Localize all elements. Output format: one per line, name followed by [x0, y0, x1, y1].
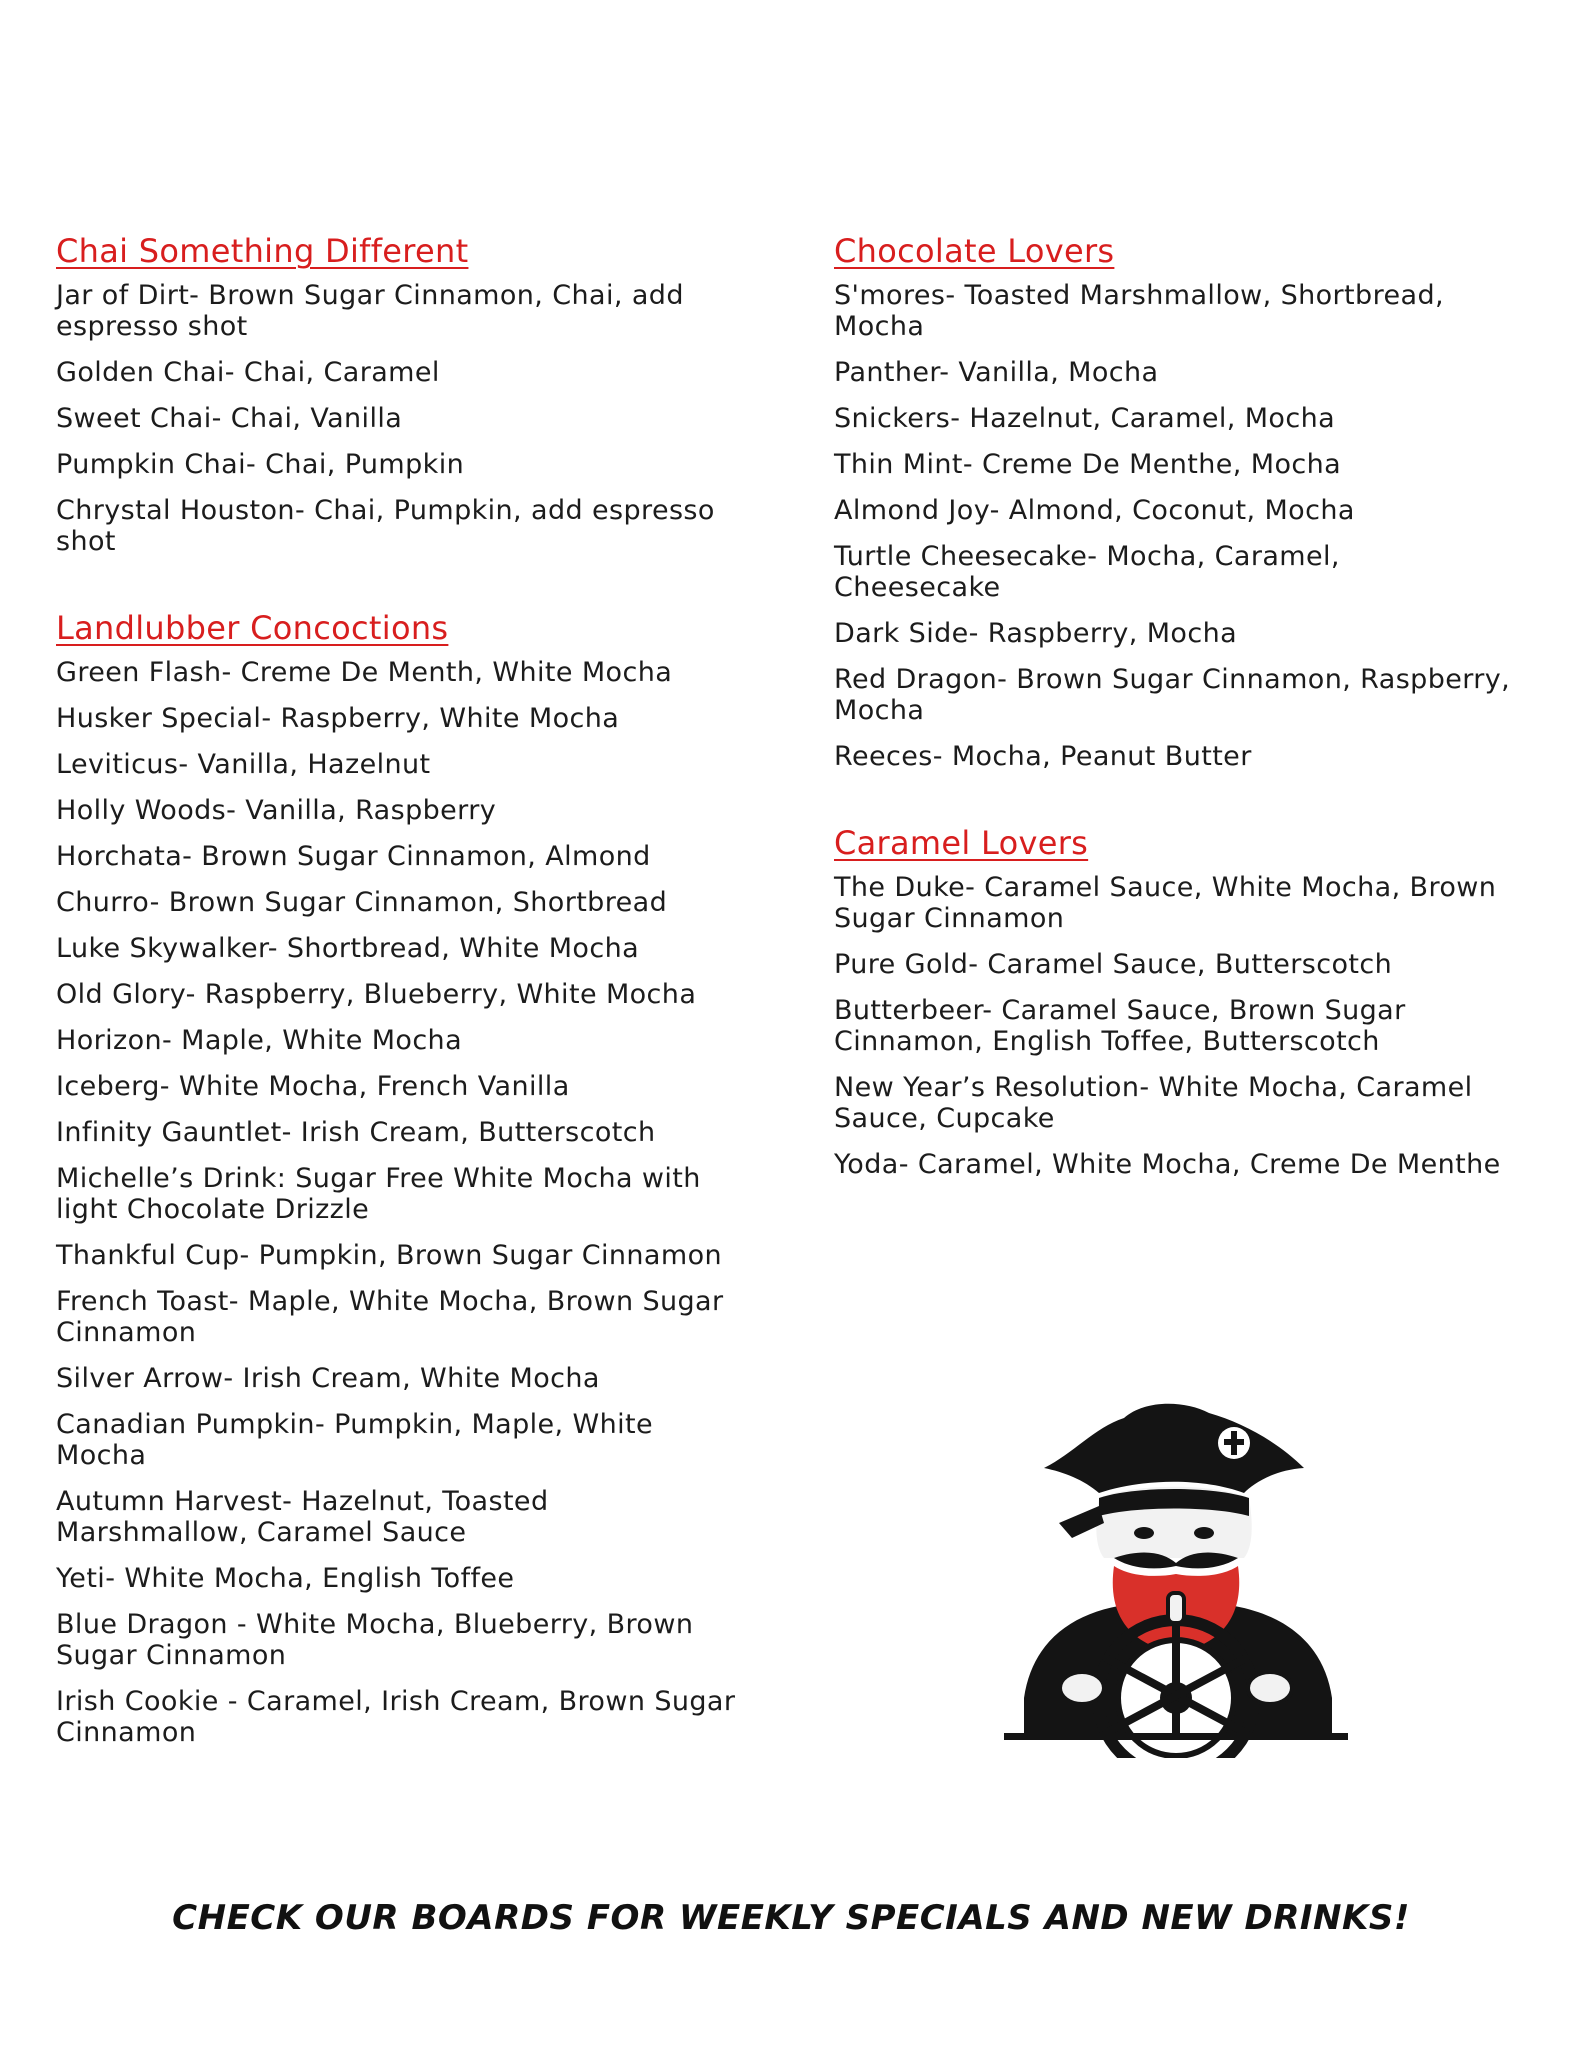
menu-item: Snickers- Hazelnut, Caramel, Mocha [834, 403, 1336, 434]
menu-item: Red Dragon- Brown Sugar Cinnamon, Raspberry, Mocha [834, 664, 1511, 726]
menu-item: Husker Special- Raspberry, White Mocha [56, 703, 620, 734]
right-column [834, 232, 1514, 1232]
menu-item: Old Glory- Raspberry, Blueberry, White Mocha [56, 979, 697, 1010]
menu-item: Horchata- Brown Sugar Cinnamon, Almond [56, 841, 651, 872]
menu-item: Reeces- Mocha, Peanut Butter [834, 741, 1252, 772]
menu-item: Luke Skywalker- Shortbread, White Mocha [56, 933, 640, 964]
menu-item: Pumpkin Chai- Chai, Pumpkin [56, 449, 465, 480]
section-title: Chocolate Lovers [834, 232, 1115, 270]
menu-item: Holly Woods- Vanilla, Raspberry [56, 795, 497, 826]
menu-item: Butterbeer- Caramel Sauce, Brown Sugar Cinnamon, English Toffee, Butterscotch [834, 995, 1406, 1057]
pirate-captain-icon [1004, 1398, 1348, 1758]
menu-item: Golden Chai- Chai, Caramel [56, 357, 440, 388]
left-column [56, 232, 746, 1800]
section-title: Caramel Lovers [834, 824, 1089, 862]
menu-item: Leviticus- Vanilla, Hazelnut [56, 749, 431, 780]
section-title: Chai Something Different [56, 232, 469, 270]
menu-item: Canadian Pumpkin- Pumpkin, Maple, White Mocha [56, 1409, 654, 1471]
menu-item: S'mores- Toasted Marshmallow, Shortbread, Mocha [834, 280, 1444, 342]
menu-item: Yeti- White Mocha, English Toffee [56, 1563, 515, 1594]
footer-banner: CHECK OUR BOARDS FOR WEEKLY SPECIALS AND NEW DRINKS! [172, 1898, 1410, 1938]
menu-item: The Duke- Caramel Sauce, White Mocha, Brown Sugar Cinnamon [834, 872, 1497, 934]
menu-item: Pure Gold- Caramel Sauce, Butterscotch [834, 949, 1393, 980]
menu-item: Blue Dragon - White Mocha, Blueberry, Brown Sugar Cinnamon [56, 1609, 694, 1671]
section-title: Landlubber Concoctions [56, 609, 449, 647]
section-landlubber-concoctions [56, 609, 746, 1748]
menu-item: Sweet Chai- Chai, Vanilla [56, 403, 403, 434]
menu-item: Thin Mint- Creme De Menthe, Mocha [834, 449, 1342, 480]
menu-item: Green Flash- Creme De Menth, White Mocha [56, 657, 673, 688]
menu-item: Infinity Gauntlet- Irish Cream, Butterscotch [56, 1117, 656, 1148]
menu-item: Chrystal Houston- Chai, Pumpkin, add espresso shot [56, 495, 715, 557]
menu-item: Horizon- Maple, White Mocha [56, 1025, 463, 1056]
menu-item: Silver Arrow- Irish Cream, White Mocha [56, 1363, 600, 1394]
menu-item: Iceberg- White Mocha, French Vanilla [56, 1071, 570, 1102]
menu-item: Churro- Brown Sugar Cinnamon, Shortbread [56, 887, 668, 918]
menu-item: Turtle Cheesecake- Mocha, Caramel, Cheesecake [834, 541, 1340, 603]
menu-item: Thankful Cup- Pumpkin, Brown Sugar Cinnamon [56, 1240, 723, 1271]
menu-item: French Toast- Maple, White Mocha, Brown Sugar Cinnamon [56, 1286, 724, 1348]
section-chocolate-lovers [834, 232, 1514, 772]
menu-item: Irish Cookie - Caramel, Irish Cream, Brown Sugar Cinnamon [56, 1686, 736, 1748]
section-chai-something-different [56, 232, 746, 557]
menu-item: Dark Side- Raspberry, Mocha [834, 618, 1238, 649]
menu-item: Almond Joy- Almond, Coconut, Mocha [834, 495, 1355, 526]
menu-item: Michelle’s Drink: Sugar Free White Mocha with light Chocolate Drizzle [56, 1163, 701, 1225]
menu-item: Panther- Vanilla, Mocha [834, 357, 1159, 388]
menu-item: Jar of Dirt- Brown Sugar Cinnamon, Chai, add espresso shot [56, 280, 684, 342]
section-caramel-lovers [834, 824, 1514, 1180]
menu-item: New Year’s Resolution- White Mocha, Caramel Sauce, Cupcake [834, 1072, 1473, 1134]
menu-item: Yoda- Caramel, White Mocha, Creme De Menthe [834, 1149, 1501, 1180]
menu-item: Autumn Harvest- Hazelnut, Toasted Marshmallow, Caramel Sauce [56, 1486, 549, 1548]
